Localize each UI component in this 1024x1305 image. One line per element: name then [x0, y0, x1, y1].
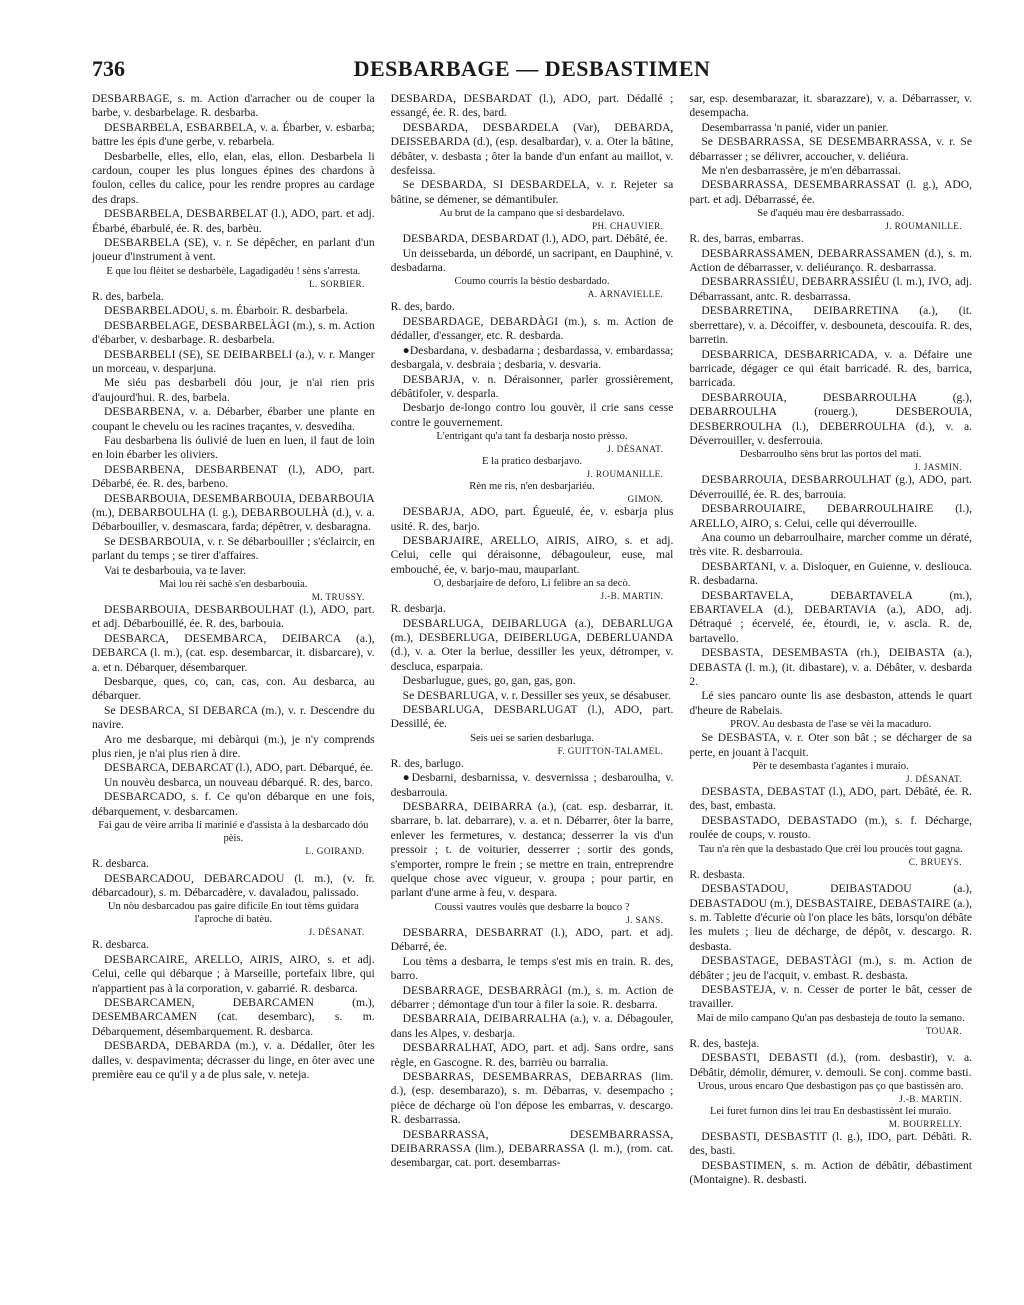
- entry: DESBARRASSA, DESEMBARRASSA, DEIBARRASSA (lim.), DEBARRASSA (l. m.), (rom. cat. desembargar, cat. port. desembarras-: [390, 1127, 674, 1170]
- entry: Ana coumo un debarroulhaire, marcher comme un dératé, très vite. R. desbarrouia.: [689, 530, 973, 559]
- quotation: Fai gau de vèire arriba li marinié e d'assista à la desbarcado dóu pèis.: [98, 820, 369, 845]
- entry: Desbarlugue, gues, go, gan, gas, gon.: [402, 674, 576, 688]
- column-middle: [391, 92, 674, 1292]
- entry: Se DESBARBOUIA, v. r. Se débarbouiller ; s'éclaircir, en parlant du temps ; se tirer d'affaires.: [92, 534, 375, 563]
- entry: DESBARROUIA, DESBARROULHA (g.), DEBARROULHA (rouerg.), DESBEROUIA, DESBERROULHA (l.), DEBERROULHA (d.), v. a. Déverrouiller, v. desferrouia.: [689, 390, 973, 447]
- page-number: 736: [92, 56, 125, 81]
- entry: DESBARJA, v. n. Déraisonner, parler grossièrement, débâtifoler, v. desparla.: [390, 372, 674, 400]
- entry: DESBASTA, DEBASTAT (l.), ADO, part. Débâté, ée. R. des, bast, embasta.: [689, 785, 973, 813]
- quotation-author: M. TRUSSY.: [311, 592, 365, 602]
- entry: Lé sies pancaro ounte lis ase desbaston, attends le quart d'heure de Rabelais.: [689, 689, 973, 717]
- quotation-author: C. BRUEYS.: [908, 856, 963, 867]
- entry: DESBARBELA (SE), v. r. Se dépêcher, en parlant d'un joueur d'instrument à vent.: [92, 236, 375, 264]
- quotation-author: J. DÉSANAT.: [607, 444, 664, 455]
- entry: DESBARCADO, s. f. Ce qu'on débarque en une fois, débarquement, v. desbarcamen.: [92, 790, 375, 818]
- entry: Vai te desbarbouia, va te laver.: [104, 563, 246, 577]
- entry-continuation: DESBARBAGE, s. m. Action d'arracher ou de couper la barbe, v. desbarbelage. R. desbarba.: [92, 92, 375, 120]
- entry: DESBARROUIA, DESBARROULHAT (g.), ADO, part. Déverrouillé, ée. R. des, barrouia.: [689, 473, 973, 501]
- quotation-author: J. JASMIN.: [914, 462, 963, 473]
- entry: DESBARBENA, DESBARBENAT (l.), ADO, part. Débarbé, ée. R. des, barbeno.: [92, 462, 375, 491]
- entry: DESBARCA, DEBARCAT (l.), ADO, part. Débarqué, ée.: [104, 761, 374, 775]
- entry: DESBASTIMEN, s. m. Action de débâtir, débastiment (Montaigne). R. desbasti.: [689, 1158, 973, 1187]
- column-left: [92, 92, 375, 1292]
- quotation-author: J. ROUMANILLE.: [885, 221, 963, 232]
- entry: DESBASTAGE, DEBASTÀGI (m.), s. m. Action de débâter ; jeu de l'acquit, v. embast. R. desbasta.: [689, 954, 973, 982]
- entry: DESBARJAIRE, ARELLO, AIRIS, AIRO, s. et adj. Celui, celle qui déraisonne, débagouleur, euse, mal embouché, ée, v. barjo-mau, mauparlant.: [390, 533, 674, 576]
- entry: DESBARCAIRE, ARELLO, AIRIS, AIRO, s. et adj. Celui, celle qui débarque ; à Marseille, portefaix libre, qui n'appartient pas à la corporation, v. gabarrié. R. desbarca.: [92, 952, 375, 995]
- entry: DESBASTEJA, v. n. Cesser de porter le bât, cesser de travailler.: [689, 982, 973, 1011]
- entry: DESBARRAGE, DESBARRÀGI (m.), s. m. Action de débarrer ; démontage d'un tour à filer la soie. R. desbarra.: [390, 983, 674, 1011]
- entry: DESBASTA, DESEMBASTA (rh.), DEIBASTA (a.), DEBASTA (l. m.), (it. dibastare), v. a. Débâter, v. desbarda 2.: [689, 646, 973, 689]
- entry: Me n'en desbarrassère, je m'en débarrassai.: [701, 164, 901, 178]
- entry-continuation: R. desbarca.: [92, 938, 149, 952]
- entry: DESBARRAS, DESEMBARRAS, DEBARRAS (lim. d.), (esp. desembarazo), s. m. Débarras, v. desempacho ; pièce de décharge où l'on dépose les embarras, v. descargo. R. desbarrassa.: [390, 1069, 674, 1127]
- quotation-author: J. DÉSANAT.: [308, 927, 365, 938]
- quotation: Coussi vautres voulès que desbarre la bouco ?: [434, 901, 630, 913]
- entry: Aro me desbarque, mi debàrqui (m.), je n'y comprends plus rien, je n'ai plus rien à dire.: [92, 732, 375, 761]
- entry: Fau desbarbena lis óulivié de luen en luen, il faut de loin en loin ébarber les oliviers.: [92, 433, 375, 462]
- entry: DESBARLUGA, DESBARLUGAT (l.), ADO, part. Dessillé, ée.: [390, 703, 674, 731]
- entry: DESBARRETINA, DEIBARRETINA (a.), (it. sberrettare), v. a. Décoiffer, v. desbouneta, descouifa. R. des, barretin.: [689, 304, 973, 347]
- entry: Se DESBARDA, SI DESBARDELA, v. r. Rejeter sa bâtine, se démener, se démantibuler.: [390, 178, 674, 206]
- entry: DESBARROUIAIRE, DEBARROULHAIRE (l.), ARELLO, AIRO, s. Celui, celle qui déverrouille.: [689, 502, 973, 530]
- column-right: [689, 92, 972, 1292]
- quotation: Au brut de la campano que si desbardelavo.: [439, 208, 625, 220]
- entry-continuation: R. desbasta.: [689, 867, 746, 881]
- entry: DESBARBELADOU, s. m. Ébarboir. R. desbarbela.: [104, 304, 348, 318]
- entry-continuation: R. desbarja.: [390, 602, 446, 616]
- quotation-author: PH. CHAUVIER.: [592, 221, 664, 232]
- quotation: E la pratico desbarjavo.: [482, 456, 583, 468]
- text-columns: [92, 92, 972, 1292]
- entry: DESBARBELA, ESBARBELA, v. a. Ébarber, v. esbarba; battre les épis d'une gerbe, v. rebarbela.: [92, 120, 375, 149]
- quotation-author: TOUAR.: [925, 1025, 963, 1036]
- entry: DESBASTADO, DEBASTADO (m.), s. f. Décharge, roulée de coups, v. rousto.: [689, 813, 973, 842]
- entry: DESBARLUGA, DEIBARLUGA (a.), DEBARLUGA (m.), DESBERLUGA, DEIBERLUGA, DEBERLUANDA (d.), v. a. Oter la berlue, dessiller les yeux, détromper, v. descluca, esparpaia.: [390, 616, 674, 673]
- quotation: Seis uei se sarien desbarluga.: [470, 732, 594, 744]
- entry: Desbarbelle, elles, ello, elan, elas, ellon. Desbarbela li cardoun, couper les plus longues épines des chardons à foulon, celles du calice, pour les rendre propres au cardage des draps.: [92, 149, 375, 206]
- quotation: O, desbarjaire de deforo, Li felibre an sa decò.: [433, 578, 631, 590]
- quotation: Lei furet furnon dins lei trau En desbastissènt lei muraio.: [710, 1105, 952, 1117]
- entry: DESBARBENA, v. a. Débarber, ébarber une plante en coupant le chevelu ou les racines traçantes, v. desvediha.: [92, 405, 375, 433]
- entry: Un deissebarda, un débordé, un sacripant, en Dauphiné, v. desbadarna.: [390, 246, 674, 275]
- entry: DESBARRASSAMEN, DEBARRASSAMEN (d.), s. m. Action de débarrasser, v. deliéuranço. R. desbarrassa.: [689, 246, 973, 275]
- entry-continuation: sar, esp. desembarazar, it. sbarazzare), v. a. Débarrasser, v. desempacha.: [689, 92, 973, 120]
- entry: DESBARRAIA, DEIBARRALHA (a.), v. a. Débagouler, dans les Alpes, v. desbarja.: [390, 1012, 674, 1040]
- quotation: Pèr te desembasta t'agantes i muraio.: [752, 761, 909, 773]
- entry: DESBARRA, DESBARRAT (l.), ADO, part. et adj. Débarré, ée.: [390, 925, 674, 954]
- quotation: Un nòu desbarcadou pas gaire dificile En tout tèms guidara l'aproche di batèu.: [107, 901, 359, 926]
- entry: DESBARRA, DEIBARRA (a.), (cat. esp. desbarrar, it. sbarrare, b. lat. debarrare), v. a. et n. Débarrer, ôter la barre, enlever les fermetures, v. destanca; desserrer la vis d'un pressoir ; t. de voiturier, desserrer ; sortir des gonds, s'emporter, rompre le frein ; se mettre en train, entreprendre quelque chose avec vigueur, v. groupa ; pour partir, en parlant d'une arme à feu, v. despara.: [390, 800, 674, 900]
- quotation: Tau n'a rèn que la desbastado Que crèi lou proucès tout gagna.: [698, 843, 963, 855]
- entry: DESBARJA, ADO, part. Égueulé, ée, v. esbarja plus usité. R. des, barjo.: [390, 505, 674, 533]
- entry: Se DESBARLUGA, v. r. Dessiller ses yeux, se désabuser.: [402, 688, 671, 702]
- entry: Se DESBASTA, v. r. Oter son bât ; se décharger de sa perte, en jouant à l'acquit.: [689, 731, 973, 759]
- entry: DESBARTANI, v. a. Disloquer, en Guienne, v. desliouca. R. desbadarna.: [689, 559, 973, 588]
- entry-continuation: R. des, basteja.: [689, 1036, 760, 1050]
- entry: Desbarjo de-longo contro lou gouvèr, il crie sans cesse contre le gouvernement.: [390, 401, 674, 429]
- entry: DESBARDA, DEBARDA (m.), v. a. Dédaller, ôter les dalles, v. despavimenta; décrasser du linge, en ôter avec une première eau ce qu'il y a de plus sale, v. neteja.: [92, 1039, 375, 1081]
- entry: DESBARBELI (SE), SE DEIBARBELI (a.), v. r. Manger un morceau, v. desparjuna.: [92, 347, 375, 375]
- entry: DESBARBOUIA, DESBARBOULHAT (l.), ADO, part. et adj. Débarbouillé, ée. R. des, barbouia.: [92, 603, 375, 631]
- entry: ●Desbarni, desbarnissa, v. desvernissa ; desbaroulha, v. desbarrouia.: [390, 771, 674, 799]
- quotation: E que lou flèitet se desbarbèle, Lagadigadèu ! sèns s'arresta.: [106, 265, 361, 277]
- entry: Me siéu pas desbarbeli dóu jour, je n'ai rien pris d'aujourd'hui. R. des, barbela.: [92, 376, 375, 404]
- entry-continuation: R. des, barlugo.: [390, 756, 464, 770]
- entry: DESBARCA, DESEMBARCA, DEIBARCA (a.), DEBARCA (l. m.), (cat. esp. desembarcar, it. disbarcare), v. a. et n. Débarquer, désembarquer.: [92, 631, 375, 674]
- quotation: Rèn me ris, n'en desbarjariéu.: [469, 481, 595, 493]
- page-header: [92, 56, 972, 86]
- entry-continuation: R. des, barras, embarras.: [689, 232, 804, 246]
- quotation-author: L. SORBIER.: [308, 278, 365, 289]
- quotation-author: L. GOIRAND.: [305, 846, 365, 857]
- entry: DESBARDAGE, DEBARDÀGI (m.), s. m. Action de dédaller, d'essanger, etc. R. desbarda.: [390, 314, 674, 343]
- quotation: Mai lou rèi sachè s'en desbarbouia.: [159, 579, 308, 590]
- entry: DESBARCAMEN, DEBARCAMEN (m.), DESEMBARCAMEN (cat. desembarc), s. m. Débarquement, désembarquement. R. desbarca.: [92, 995, 375, 1038]
- entry: DESBARRALHAT, ADO, part. et adj. Sans ordre, sans règle, en Gascogne. R. des, barrièu ou barralia.: [390, 1041, 674, 1069]
- entry: DESBARBELA, DESBARBELAT (l.), ADO, part. et adj. Ébarbé, ébarbulé, ée. R. des, barbèu.: [92, 207, 375, 235]
- quotation-author: J.-B. MARTIN.: [600, 591, 664, 602]
- entry: DESBARBOUIA, DESEMBARBOUIA, DEBARBOUIA (m.), DEBARBOULHA (l. g.), DEBARBOULHÀ (d.), v. a. Débarbouiller, v. desmascara, farda; dépêtrer, v. desbaragna.: [92, 491, 375, 534]
- quotation: PROV. Au desbasta de l'ase se vèi la macaduro.: [730, 719, 932, 731]
- quotation-author: F. GUITTON-TALAMEL.: [557, 745, 664, 756]
- entry: DESBASTADOU, DEIBASTADOU (a.), DEBASTADOU (m.), DESBASTAIRE, DEBASTAIRE (a.), s. m. Tablette d'écurie où l'on place les bâts, lorsqu'on débâte les mulets ; lieu de décharge, de dépôt, v. descargo. R. desbasta.: [689, 882, 973, 953]
- entry: DESBARRASSA, DESEMBARRASSAT (l. g.), ADO, part. et adj. Débarrassé, ée.: [689, 178, 973, 206]
- entry: ●Desbardana, v. desbadarna ; desbardassa, v. embardassa; desbargala, v. desbraia ; desbaria, v. desvaria.: [390, 343, 674, 372]
- entry: Un nouvèu desbarca, un nouveau débarqué. R. des, barco.: [104, 775, 373, 789]
- entry-continuation: R. des, barbela.: [92, 289, 164, 303]
- quotation-author: A. ARNAVIELLE.: [587, 289, 664, 300]
- entry: Lou tèms a desbarra, le temps s'est mis en train. R. des, barro.: [390, 954, 674, 983]
- quotation: L'entrigant qu'a tant fa desbarja nosto prèsso.: [436, 431, 628, 443]
- entry-continuation: R. desbarca.: [92, 857, 149, 871]
- quotation: Urous, urous encaro Que desbastigon pas ço que bastissèn aro.: [697, 1080, 964, 1092]
- entry: DESBARDA, DESBARDELA (Var), DEBARDA, DEISSEBARDA (d.), (esp. desalbardar), v. a. Oter la bâtine, débâter, v. desbasta ; ôter la bande d'un enfant au maillot, v. desfeissa.: [390, 120, 674, 178]
- entry: DESBARRICA, DESBARRICADA, v. a. Défaire une barricade, dégager ce qui était barricadé. R. des, barrica, barricada.: [689, 347, 973, 390]
- entry-continuation: R. des, bardo.: [390, 300, 455, 314]
- quotation-author: J.-B. MARTIN.: [899, 1093, 963, 1104]
- entry: DESBARTAVELA, DEBARTAVELA (m.), EBARTAVELA (d.), DEBARTAVIA (a.), ADO, adj. Détraqué ; écervelé, ée, étourdi, ie, v. ascla. R. de, bartavello.: [689, 588, 973, 645]
- entry: Se DESBARRASSA, SE DESEMBARRASSA, v. r. Se débarrasser ; se délivrer, accoucher, v. deliéura.: [689, 135, 973, 163]
- quotation-author: GIMON.: [627, 494, 664, 505]
- entry: Desembarrassa 'n panié, vider un panier.: [701, 120, 889, 134]
- entry: DESBARCADOU, DEBARCADOU (l. m.), (v. fr. débarcadour), s. m. Débarcadère, v. davaladou, palissado.: [92, 871, 375, 899]
- running-title: DESBARBAGE — DESBASTIMEN: [353, 56, 711, 81]
- quotation-author: J. SANS.: [626, 914, 664, 925]
- entry-continuation: DESBARDA, DESBARDAT (l.), ADO, part. Dédallé ; essangé, ée. R. des, bard.: [390, 92, 674, 120]
- quotation: Coumo courris la bèstio desbardado.: [454, 276, 610, 288]
- entry: DESBARRASSIÉU, DEBARRASSIÉU (l. m.), IVO, adj. Débarrassant, antc. R. desbarrassa.: [689, 275, 973, 303]
- entry: DESBASTI, DEBASTI (d.), (rom. desbastir), v. a. Débâtir, démolir, démurer, v. demouli. Se conj. comme basti.: [689, 1051, 973, 1079]
- entry: DESBARBELAGE, DESBARBELÀGI (m.), s. m. Action d'ébarber, v. desbarbage. R. desbarbela.: [92, 318, 375, 347]
- quotation: Se d'aquéu mau ère desbarrassado.: [757, 208, 905, 220]
- entry: Se DESBARCA, SI DEBARCA (m.), v. r. Descendre du navire.: [92, 703, 375, 732]
- quotation: Desbarroulho sèns brut las portos del mati.: [739, 449, 922, 461]
- quotation-author: J. ROUMANILLE.: [586, 469, 664, 480]
- entry: DESBASTI, DESBASTIT (l. g.), IDO, part. Débâti. R. des, basti.: [689, 1129, 973, 1158]
- entry: DESBARDA, DESBARDAT (l.), ADO, part. Débâté, ée.: [402, 232, 668, 246]
- quotation-author: J. DÉSANAT.: [905, 774, 963, 785]
- quotation: Mai de milo campano Qu'an pas desbasteja de touto la semano.: [696, 1012, 965, 1024]
- quotation-author: M. BOURRELLY.: [888, 1118, 963, 1129]
- entry: Desbarque, ques, co, can, cas, con. Au desbarca, au débarquer.: [92, 675, 375, 703]
